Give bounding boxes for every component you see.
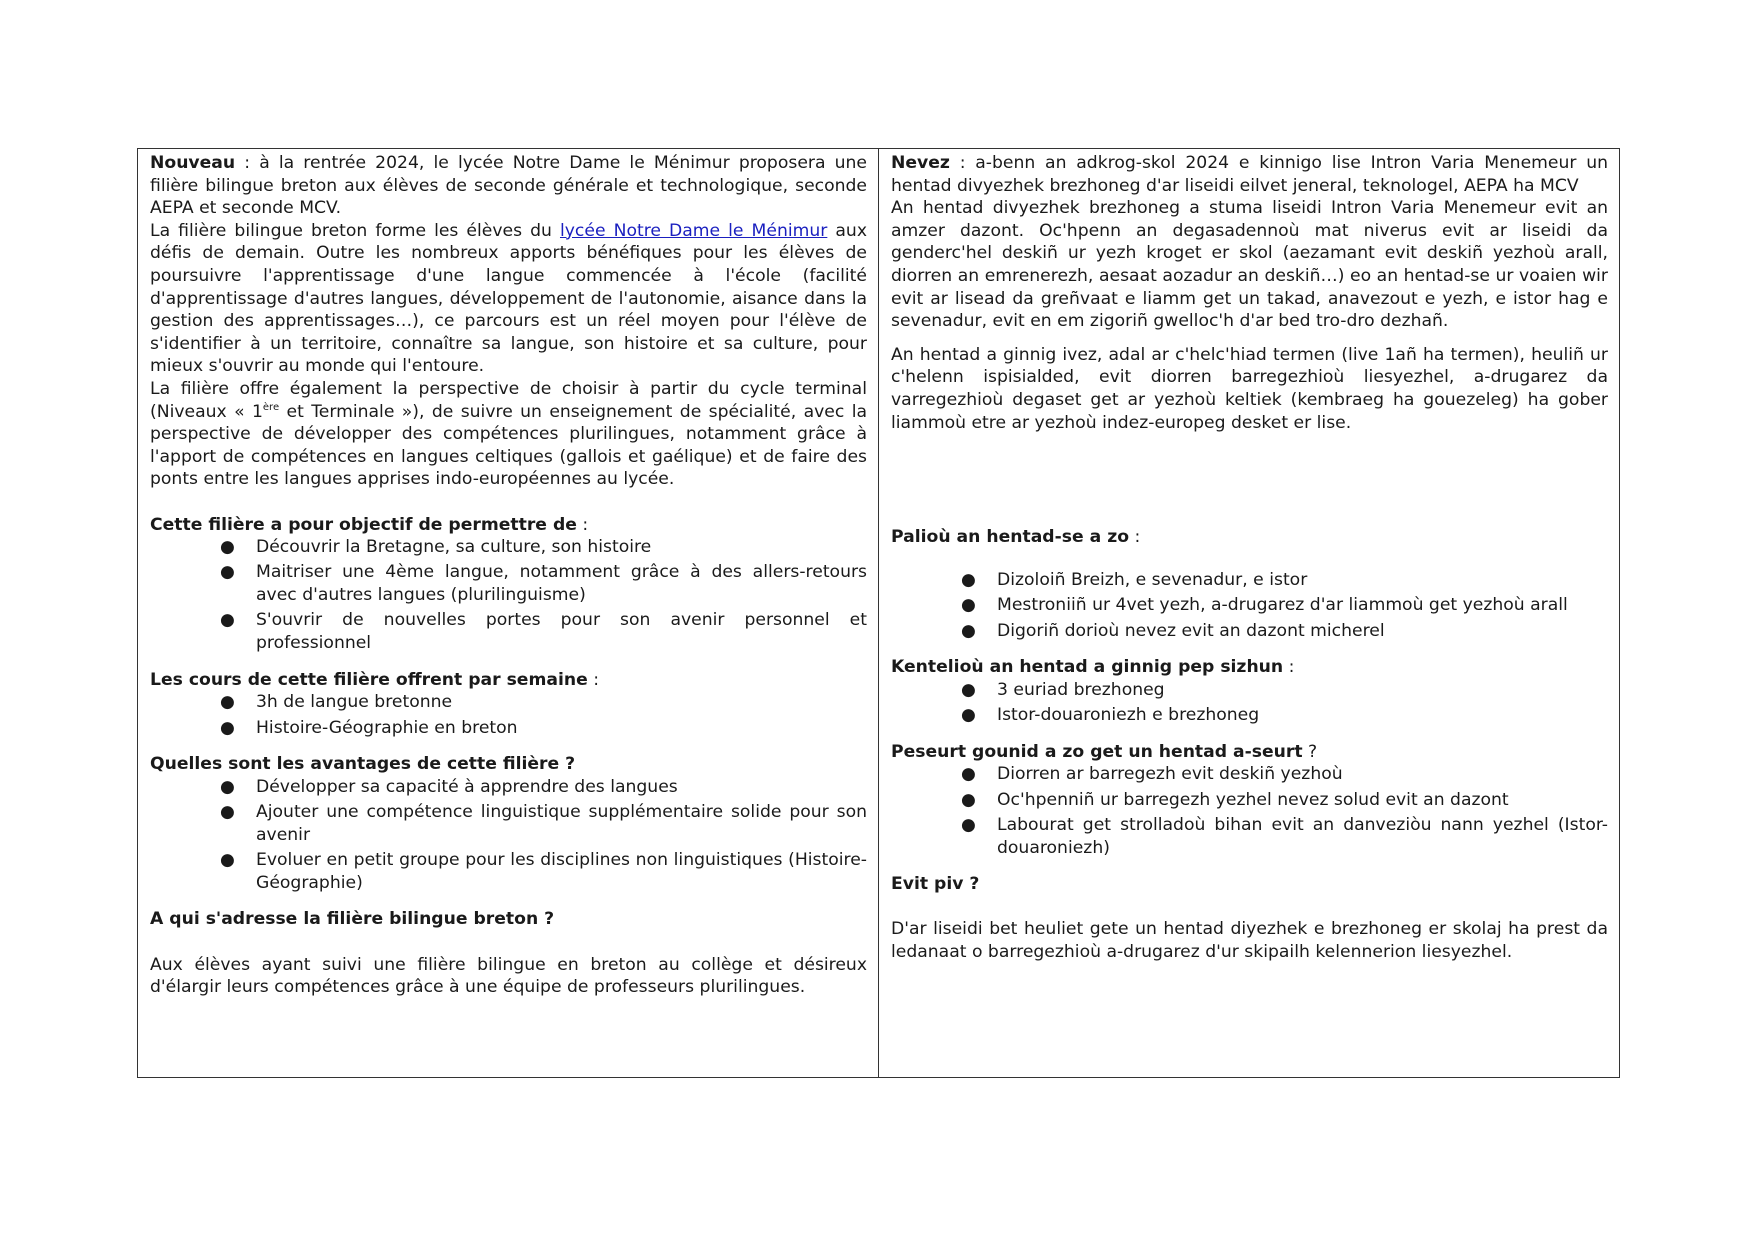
bullet-icon: ● <box>961 620 976 641</box>
fr-paragraph-3 <box>150 378 867 491</box>
bullet-icon: ● <box>220 562 235 583</box>
fr-audience-heading-text: A qui s'adresse la filière bilingue breton ? <box>150 909 555 930</box>
bullet-icon: ● <box>961 789 976 810</box>
list-item <box>891 814 1608 859</box>
bullet-icon: ● <box>961 595 976 616</box>
bullet-icon: ● <box>220 692 235 713</box>
fr-paragraph-2 <box>150 220 867 378</box>
fr-advantages-heading <box>150 753 867 776</box>
fr-objectives-colon: : <box>576 514 589 535</box>
fr-intro <box>150 152 867 220</box>
list-item-text: Dizoloiñ Breizh, e sevenadur, e istor <box>997 569 1308 590</box>
br-objectives-heading <box>891 526 1608 549</box>
list-item-text: Développer sa capacité à apprendre des langues <box>256 776 678 797</box>
list-item <box>150 849 867 894</box>
list-item-text: 3 euriad brezhoneg <box>997 679 1165 700</box>
bullet-icon: ● <box>220 537 235 558</box>
fr-courses-list <box>150 691 867 739</box>
list-item-text: Diorren ar barregezh evit deskiñ yezhoù <box>997 764 1343 785</box>
fr-audience-heading <box>150 908 867 931</box>
br-objectives-list <box>891 569 1608 642</box>
fr-p2-after: aux défis de demain. Outre les nombreux apports bénéfiques pour les élèves de poursuivre l'apprentissage d'une langue commencée à l'école (facilité d'apprentissage d'autres langues, développement de l'autonomie, aisance dans la gestion des apprentissages…), ce parcours est un réel moyen pour l'élève de s'identifier à un territoire, connaître sa langue, son histoire et sa culture, pour mieux s'ouvrir au monde qui l'entoure. <box>150 220 867 377</box>
list-item-text: Ajouter une compétence linguistique supplémentaire solide pour son avenir <box>256 802 867 845</box>
bullet-icon: ● <box>220 610 235 631</box>
fr-objectives-list <box>150 536 867 655</box>
list-item <box>891 594 1608 617</box>
french-column <box>138 149 879 1077</box>
br-advantages-q: ? <box>1302 741 1318 762</box>
list-item <box>891 620 1608 643</box>
list-item <box>150 776 867 799</box>
br-paragraph-2: An hentad divyezhek brezhoneg a stuma liseidi Intron Varia Menemeur evit an amzer dazont. Oc'hpenn an degasadennoù mat niverus evit ar liseidi da genderc'hel deskiñ ur yezh kroget er skol (aezamant evit deskiñ yezhoù arall, diorren an emrenerezh, aesaat aozadur an deskiñ…) eo an hentad-se ur voaien wir evit ar lisead da greñvaat e liamm get un takad, anavezout e yezh, e istor hag e sevenadur, evit en em zigoriñ gwelloc'h d'ar bed tro-dro dezhañ. <box>891 198 1608 332</box>
fr-objectives-heading-text: Cette filière a pour objectif de permettre de <box>150 514 577 535</box>
breton-column <box>879 149 1619 1077</box>
list-item-text: S'ouvrir de nouvelles portes pour son avenir personnel et professionnel <box>256 610 867 654</box>
br-audience-heading <box>891 873 1608 896</box>
list-item-text: Digoriñ dorioù nevez evit an dazont micherel <box>997 620 1385 641</box>
fr-courses-heading-text: Les cours de cette filière offrent par semaine <box>150 669 588 690</box>
list-item-text: Evoluer en petit groupe pour les disciplines non linguistiques (Histoire-Géographie) <box>256 850 867 893</box>
br-courses-colon: : <box>1283 657 1295 678</box>
list-item <box>891 679 1608 702</box>
list-item-text: Istor-douaroniezh e brezhoneg <box>997 705 1260 726</box>
bullet-icon: ● <box>220 776 235 797</box>
list-item-text: Maitriser une 4ème langue, notamment grâce à des allers-retours avec d'autres langues (plurilinguisme) <box>256 562 867 606</box>
fr-intro-label: Nouveau <box>150 153 236 173</box>
bullet-icon: ● <box>220 850 235 871</box>
bullet-icon: ● <box>961 569 976 590</box>
br-audience-heading-text: Evit piv ? <box>891 874 980 895</box>
br-intro-label: Nevez <box>891 153 950 173</box>
br-intro-text: : a-benn an adkrog-skol 2024 e kinnigo lise Intron Varia Menemeur un hentad divyezhek brezhoneg d'ar liseidi eilvet jeneral, teknologel, AEPA ha MCV <box>891 153 1608 196</box>
br-courses-heading-text: Kentelioù an hentad a ginnig pep sizhun <box>891 657 1284 678</box>
br-objectives-heading-text: Palioù an hentad-se a zo <box>891 527 1130 548</box>
bullet-icon: ● <box>220 802 235 823</box>
list-item <box>891 763 1608 786</box>
lycee-link[interactable]: lycée Notre Dame le Ménimur <box>559 220 828 241</box>
list-item <box>150 717 867 740</box>
fr-intro-text: : à la rentrée 2024, le lycée Notre Dame le Ménimur proposera une filière bilingue breton aux élèves de seconde générale et technologique, seconde AEPA et seconde MCV. <box>150 153 867 219</box>
list-item <box>891 569 1608 592</box>
br-courses-list <box>891 679 1608 727</box>
fr-p3-sup: ère <box>262 401 280 413</box>
br-paragraph-3: An hentad a ginnig ivez, adal ar c'helc'hiad termen (live 1añ ha termen), heuliñ ur c'helenn ispisialded, evit diorren barregezhioù liesyezhel, a-drugarez da varregezhioù degaset get ar yezhoù keltiek (kembraeg ha gouezeleg) ha gober liammoù etre ar yezhoù indez-europeg desket er lise. <box>891 344 1608 433</box>
fr-advantages-list <box>150 776 867 895</box>
br-advantages-list <box>891 763 1608 859</box>
fr-objectives-heading <box>150 514 867 537</box>
br-advantages-heading-text: Peseurt gounid a zo get un hentad a-seurt <box>891 741 1303 762</box>
list-item-text: Mestroniiñ ur 4vet yezh, a-drugarez d'ar liammoù get yezhoù arall <box>997 595 1568 616</box>
list-item <box>891 704 1608 727</box>
list-item-text: Labourat get strolladoù bihan evit an danveziòu nann yezhel (Istor-douaroniezh) <box>997 815 1608 858</box>
list-item <box>150 609 867 654</box>
bullet-icon: ● <box>961 815 976 836</box>
list-item <box>891 789 1608 812</box>
fr-p3-after: et Terminale »), de suivre un enseignement de spécialité, avec la perspective de développer des compétences plurilingues, notamment grâce à l'apport de compétences en langues celtiques (gallois et gaélique) et de faire des ponts entre les langues apprises indo-européennes au lycée. <box>150 401 867 490</box>
fr-audience-text: Aux élèves ayant suivi une filière bilingue en breton au collège et désireux d'élargir leurs compétences grâce à une équipe de professeurs plurilingues. <box>150 954 867 998</box>
bullet-icon: ● <box>961 705 976 726</box>
list-item <box>150 561 867 606</box>
br-advantages-heading <box>891 741 1608 764</box>
fr-advantages-heading-text: Quelles sont les avantages de cette filière ? <box>150 754 576 775</box>
list-item <box>150 691 867 714</box>
list-item-text: Découvrir la Bretagne, sa culture, son histoire <box>256 537 652 558</box>
list-item <box>150 801 867 846</box>
list-item-text: Oc'hpenniñ ur barregezh yezhel nevez solud evit an dazont <box>997 789 1509 810</box>
br-objectives-colon: : <box>1129 527 1141 548</box>
bullet-icon: ● <box>961 764 976 785</box>
list-item-text: Histoire-Géographie en breton <box>256 717 518 738</box>
bilingual-table <box>137 148 1620 1078</box>
br-audience-text: D'ar liseidi bet heuliet gete un hentad diyezhek e brezhoneg er skolaj ha prest da ledanaat o barregezhioù a-drugarez d'ur skipailh kelennerion liesyezhel. <box>891 919 1608 963</box>
fr-courses-colon: : <box>587 669 600 690</box>
bullet-icon: ● <box>961 679 976 700</box>
fr-p2-before: La filière bilingue breton forme les élèves du <box>150 220 560 241</box>
br-courses-heading <box>891 656 1608 679</box>
list-item-text: 3h de langue bretonne <box>256 692 453 713</box>
bullet-icon: ● <box>220 717 235 738</box>
fr-p3-before: La filière offre également la perspective de choisir à partir du cycle terminal (Niveaux « 1 <box>150 378 867 422</box>
fr-courses-heading <box>150 669 867 692</box>
br-intro <box>891 152 1608 197</box>
list-item <box>150 536 867 559</box>
